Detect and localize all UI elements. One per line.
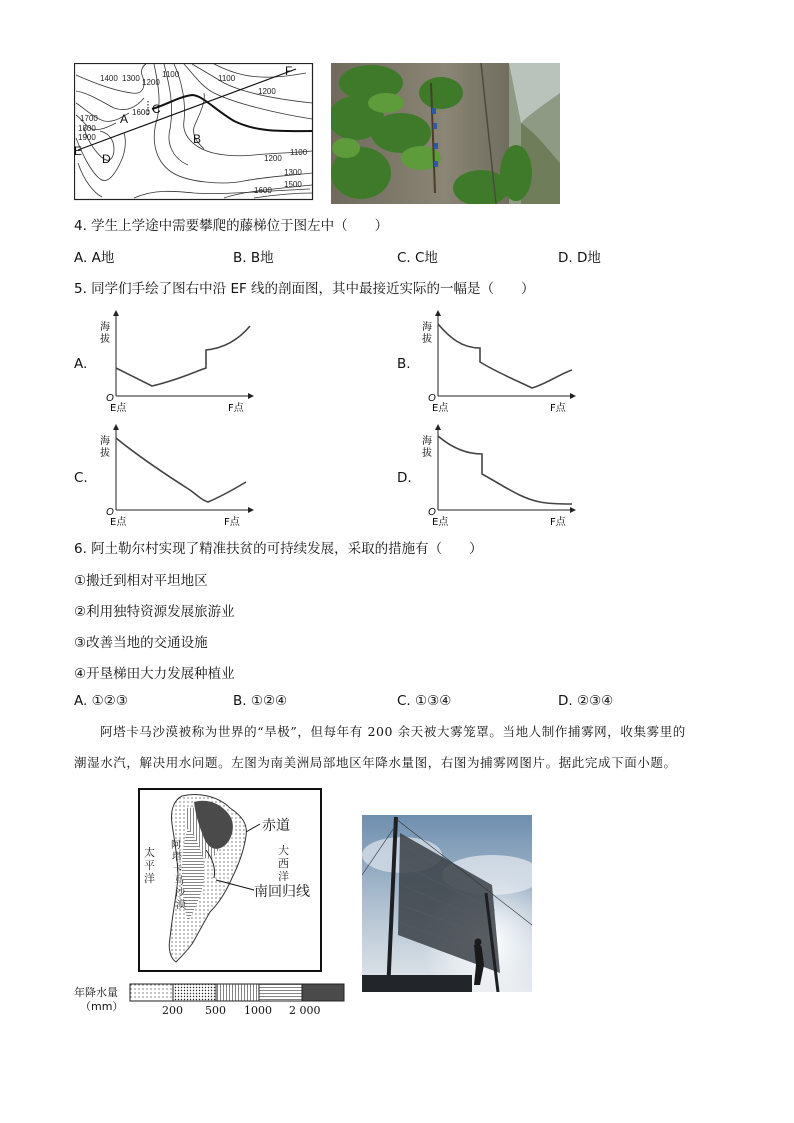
legend-tick-200: 200 [162,1004,183,1017]
x-start-label: E点 [110,403,127,414]
atlantic-label-2: 西 [278,858,289,870]
pacific-label-3: 洋 [144,873,155,885]
legend-tick-1000: 1000 [244,1004,272,1017]
legend-title: 年降水量 [74,986,118,999]
x-end-label: F点 [550,517,566,528]
q6-item-2: ②利用独特资源发展旅游业 [74,604,235,620]
equator-label: 赤道 [262,817,290,833]
desert-label-4: 马 [174,876,184,887]
desert-label-1: 阿 [171,840,181,851]
contour-label: 1600 [254,186,272,195]
desert-label-2: 塔 [172,852,182,863]
precipitation-legend [129,983,345,1003]
q5-profile-c[interactable] [98,422,258,528]
contour-label: 1700 [80,114,98,123]
q5-label-a[interactable]: A. [74,356,88,372]
pacific-label-1: 太 [144,847,155,859]
contour-label: 1800 [78,124,96,133]
q6-stem: 6. 阿土勒尔村实现了精准扶贫的可持续发展，采取的措施有（ ） [74,541,483,557]
x-end-label: F点 [550,403,566,414]
x-start-label: E点 [432,517,449,528]
q6-item-4: ④开垦梯田大力发展种植业 [74,666,235,682]
q5-profile-d[interactable] [420,422,580,528]
atlantic-label-3: 洋 [278,871,289,883]
contour-label: 1200 [264,154,282,163]
q6-item-3: ③改善当地的交通设施 [74,635,208,651]
origin-label: O [428,393,436,404]
cliff-ladder-photo [331,63,560,204]
x-end-label: F点 [228,403,244,414]
q5-label-d[interactable]: D. [397,470,412,486]
y-axis-label-top: 海 [422,436,432,447]
contour-label: 1300 [284,168,302,177]
y-axis-label-bottom: 拔 [100,448,110,459]
x-start-label: E点 [110,517,127,528]
origin-label: O [106,507,114,518]
q6-option-c[interactable]: C. ①③④ [397,693,452,709]
y-axis-label-top: 海 [422,322,432,333]
contour-label: 1500 [284,180,302,189]
q4-option-a[interactable]: A. A地 [74,250,115,266]
topo-map-figure [74,63,314,201]
passage-line-2: 潮湿水汽，解决用水问题。左图为南美洲局部地区年降水量图，右图为捕雾网图片。据此完成下面小题。 [74,755,677,770]
point-c: C [152,102,161,116]
point-a: A [120,112,129,126]
q5-profile-a[interactable] [98,308,258,414]
y-axis-label-bottom: 拔 [422,448,432,459]
contour-label: 1300 [122,74,140,83]
legend-tick-2000: 2 000 [289,1004,321,1017]
q5-stem: 5. 同学们手绘了图右中沿 EF 线的剖面图，其中最接近实际的一幅是（ ） [74,281,535,297]
contour-label: 1200 [258,87,276,96]
contour-label: 1900 [78,133,96,142]
contour-label: 1200 [142,78,160,87]
q5-profile-b[interactable] [420,308,580,414]
desert-label-6: 漠 [176,900,186,911]
q6-option-b[interactable]: B. ①②④ [233,693,288,709]
q4-option-d[interactable]: D. D地 [558,250,601,266]
south-america-precipitation-map [138,788,322,972]
passage-line-1: 阿塔卡马沙漠被称为世界的“旱极”，但每年有 200 余天被大雾笼罩。当地人制作捕雾网，收集雾里的 [100,724,686,739]
y-axis-label-top: 海 [100,436,110,447]
x-end-label: F点 [224,517,240,528]
x-start-label: E点 [432,403,449,414]
origin-label: O [106,393,114,404]
atlantic-label-1: 大 [278,845,289,857]
topo-map [74,63,314,201]
contour-label: 1400 [100,74,118,83]
legend-unit: （mm） [80,1000,124,1013]
q6-option-a[interactable]: A. ①②③ [74,693,128,709]
legend-tick-500: 500 [205,1004,226,1017]
q4-option-c[interactable]: C. C地 [397,250,438,266]
point-e: E [74,144,83,158]
contour-label: 1600 [132,108,150,117]
point-b: B [193,132,202,146]
point-f: F [285,64,293,78]
contour-label: 1100 [290,148,308,157]
desert-label-3: 卡 [173,864,183,875]
contour-label: 1100 [162,70,180,79]
q6-option-d[interactable]: D. ②③④ [558,693,614,709]
tropic-label: 南回归线 [254,883,310,899]
pacific-label-2: 平 [144,860,155,872]
desert-label-5: 沙 [175,888,185,899]
y-axis-label-bottom: 拔 [422,334,432,345]
q6-item-1: ①搬迁到相对平坦地区 [74,573,208,589]
q5-label-c[interactable]: C. [74,470,88,486]
point-d: D [102,152,111,166]
contour-label: 1100 [218,74,236,83]
y-axis-label-top: 海 [100,322,110,333]
q5-label-b[interactable]: B. [397,356,411,372]
q4-stem: 4. 学生上学途中需要攀爬的藤梯位于图左中（ ） [74,218,389,234]
q4-option-b[interactable]: B. B地 [233,250,274,266]
fog-net-photo [362,815,532,992]
y-axis-label-bottom: 拔 [100,334,110,345]
origin-label: O [428,507,436,518]
